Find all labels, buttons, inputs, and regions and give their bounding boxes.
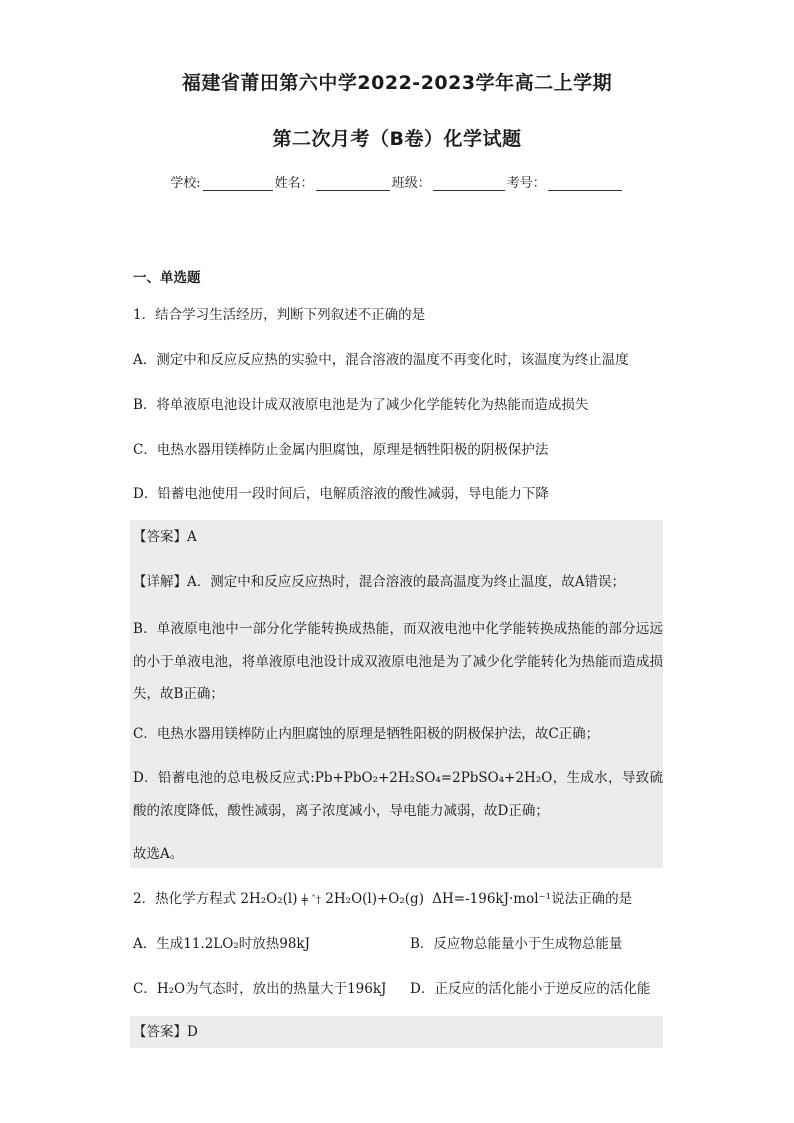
exam-number-field[interactable] [548, 176, 622, 191]
q1-detail-a: 【详解】A．测定中和反应反应热时，混合溶液的最高温度为终止温度，故A错误； [133, 574, 625, 590]
section-title: 一、单选题 [133, 270, 201, 286]
q2-stem-prefix: 2．热化学方程式 [133, 891, 237, 907]
student-info-row [0, 172, 794, 191]
q2-option-a: A．生成11.2LO₂时放热98kJ [133, 936, 311, 952]
q1-option-b: B．将单液原电池设计成双液原电池是为了减少化学能转化为热能而造成损失 [133, 397, 589, 413]
q1-conclusion: 故选A。 [133, 846, 184, 862]
q1-option-d: D．铅蓄电池使用一段时间后，电解质溶液的酸性减弱，导电能力下降 [133, 486, 549, 502]
q2-option-c: C．H₂O为气态时，放出的热量大于196kJ [133, 981, 387, 997]
school-field[interactable] [203, 176, 273, 191]
q2-option-d: D．正反应的活化能小于逆反应的活化能 [410, 981, 651, 997]
name-field[interactable] [316, 176, 390, 191]
q2-stem [133, 889, 663, 911]
school-label: 学校: [170, 176, 201, 191]
q1-detail-d [133, 762, 663, 827]
q2-equation-product: 2H₂O(l)+O₂(g) [325, 891, 424, 907]
q1-detail-c: C．电热水器用镁棒防止内胆腐蚀的原理是牺牲阳极的阴极保护法，故C正确； [133, 726, 600, 742]
q1-stem: 1．结合学习生活经历，判断下列叙述不正确的是 [133, 307, 426, 323]
title-line-1: 福建省莆田第六中学2022-2023学年高二上学期 [181, 72, 613, 94]
class-field[interactable] [433, 176, 505, 191]
q1-option-c: C．电热水器用镁棒防止金属内胆腐蚀，原理是牺牲阳极的阴极保护法 [133, 442, 549, 458]
title-line-2: 第二次月考（B卷）化学试题 [272, 128, 522, 150]
q1-answer: 【答案】A [133, 529, 197, 545]
lead-acid-equation: Pb+PbO₂+2H₂SO₄=2PbSO₄+2H₂O [314, 770, 553, 786]
q1-detail-d-suffix: ，生成水，导致硫酸的浓度降低，酸性减弱，离子浓度减小，导电能力减弱，故D正确； [133, 770, 664, 819]
q1-detail-b: B．单液原电池中一部分化学能转换成热能，而双液电池中化学能转换成热能的部分远远的小于单液电池，将单液原电池设计成双液原电池是为了减少化学能转化为热能而造成损失，故B正确； [133, 621, 663, 702]
class-label: 班级： [391, 176, 431, 191]
q2-equation-reactant: 2H₂O₂(l) [240, 891, 302, 907]
q2-stem-suffix: 说法正确的是 [551, 891, 633, 907]
q2-answer: 【答案】D [133, 1024, 198, 1040]
reaction-arrow-icon: ╪ ˆ† [301, 895, 321, 906]
q1-detail-d-prefix: D．铅蓄电池的总电极反应式: [133, 770, 315, 786]
q2-enthalpy: ΔH=-196kJ·mol⁻¹ [432, 891, 552, 907]
name-label: 姓名： [274, 176, 314, 191]
q2-option-b: B．反应物总能量小于生成物总能量 [410, 936, 623, 952]
exam-number-label: 考号： [506, 176, 546, 191]
q1-option-a: A．测定中和反应反应热的实验中，混合溶液的温度不再变化时，该温度为终止温度 [133, 352, 629, 368]
